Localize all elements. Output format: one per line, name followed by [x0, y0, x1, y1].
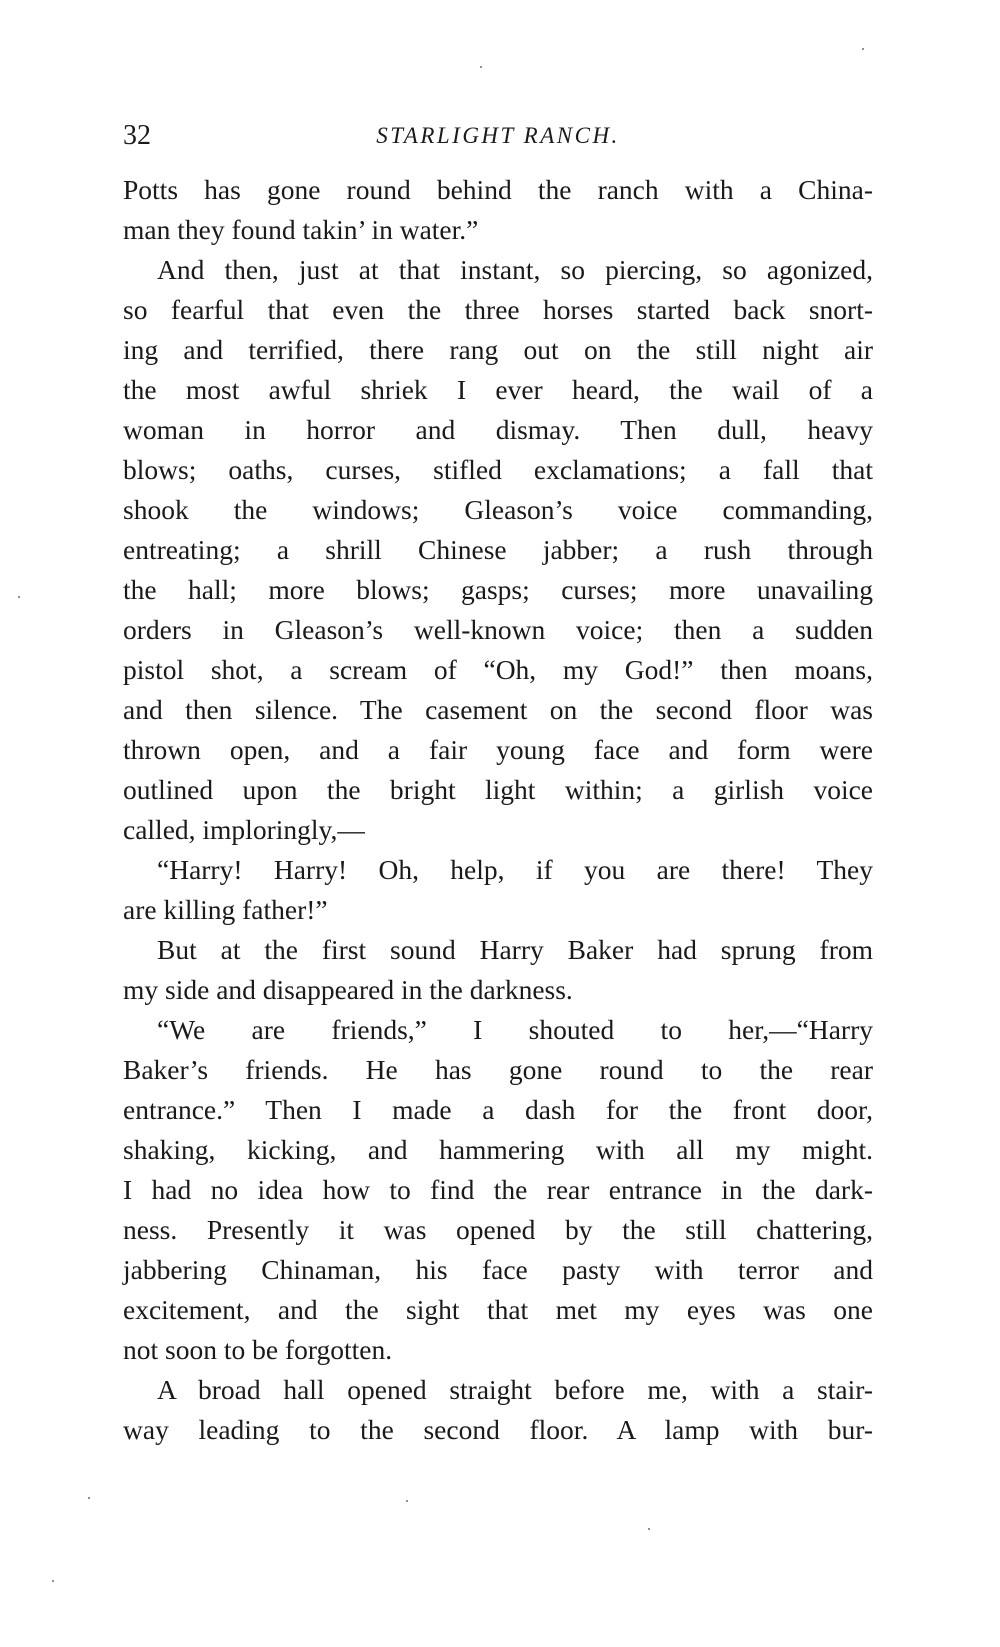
text-line: Potts has gone round behind the ranch with a China- [123, 174, 873, 205]
text-line: “Harry! Harry! Oh, help, if you are there! They [157, 854, 873, 885]
text-line: jabbering Chinaman, his face pasty with terror and [123, 1254, 873, 1285]
paper-speck [648, 1528, 650, 1530]
paper-speck [18, 596, 20, 598]
text-line: are killing father!” [123, 894, 328, 925]
text-line: Baker’s friends. He has gone round to the rear [123, 1054, 873, 1085]
paper-speck [480, 66, 482, 68]
text-line: man they found takin’ in water.” [123, 214, 479, 245]
text-line: excitement, and the sight that met my eyes was one [123, 1294, 873, 1325]
text-line: shaking, kicking, and hammering with all my might. [123, 1134, 873, 1165]
text-line: not soon to be forgotten. [123, 1334, 393, 1365]
text-line: the most awful shriek I ever heard, the wail of a [123, 374, 873, 405]
page-number: 32 [123, 120, 151, 151]
text-line: the hall; more blows; gasps; curses; more unavailing [123, 574, 873, 605]
text-line: my side and disappeared in the darkness. [123, 974, 573, 1005]
paper-speck [52, 1580, 54, 1582]
text-line: ing and terrified, there rang out on the still night air [123, 334, 873, 365]
text-line: outlined upon the bright light within; a girlish voice [123, 774, 873, 805]
text-line: shook the windows; Gleason’s voice commanding, [123, 494, 873, 525]
text-line: entreating; a shrill Chinese jabber; a rush through [123, 534, 873, 565]
text-line: woman in horror and dismay. Then dull, heavy [123, 414, 873, 445]
text-line: entrance.” Then I made a dash for the front door, [123, 1094, 873, 1125]
paper-speck [862, 48, 864, 50]
text-line: orders in Gleason’s well-known voice; then a sudden [123, 614, 873, 645]
text-line: But at the first sound Harry Baker had sprung from [157, 934, 873, 965]
text-line: and then silence. The casement on the second floor was [123, 694, 873, 725]
paper-speck [406, 1500, 408, 1502]
text-line: pistol shot, a scream of “Oh, my God!” then moans, [123, 654, 873, 685]
body-text [123, 170, 873, 1450]
text-line: thrown open, and a fair young face and form were [123, 734, 873, 765]
text-line: so fearful that even the three horses started back snort- [123, 294, 873, 325]
page-header [123, 118, 873, 154]
text-line: A broad hall opened straight before me, with a stair- [157, 1374, 873, 1405]
text-line: I had no idea how to find the rear entrance in the dark- [123, 1174, 873, 1205]
text-line: way leading to the second floor. A lamp with bur- [123, 1414, 873, 1445]
paper-speck [88, 1497, 90, 1499]
text-line: And then, just at that instant, so piercing, so agonized, [157, 254, 873, 285]
text-line: called, imploringly,— [123, 814, 365, 845]
running-title: STARLIGHT RANCH. [376, 123, 620, 148]
text-line: “We are friends,” I shouted to her,—“Harry [157, 1014, 873, 1045]
text-line: ness. Presently it was opened by the still chattering, [123, 1214, 873, 1245]
text-line: blows; oaths, curses, stifled exclamations; a fall that [123, 454, 873, 485]
